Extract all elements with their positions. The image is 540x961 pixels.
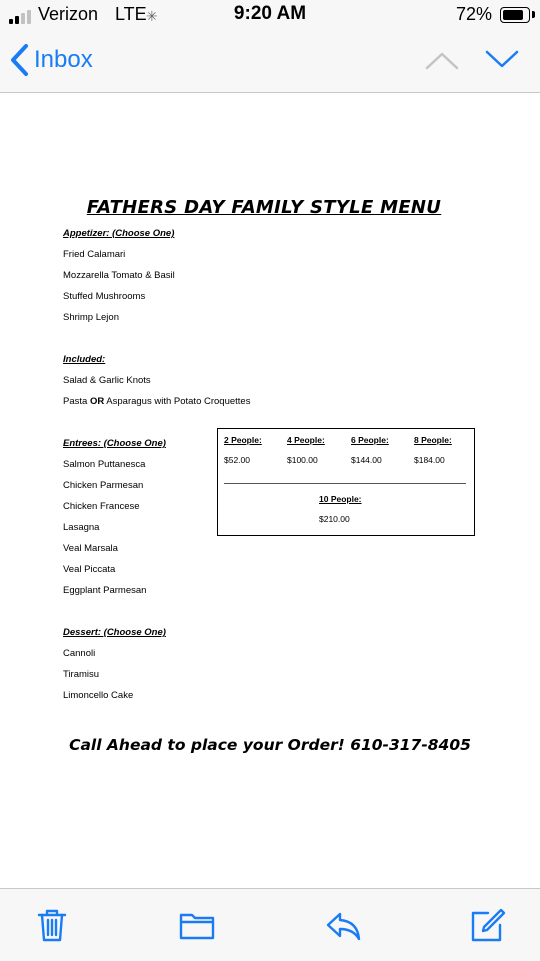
pricing-divider [224,483,466,484]
price-value: $52.00 [224,455,250,465]
entree-item: Veal Marsala [63,543,118,554]
appetizer-item: Fried Calamari [63,249,126,260]
price-label: 2 People: [224,435,262,445]
status-time: 9:20 AM [233,3,307,24]
price-value: $144.00 [351,455,382,465]
battery-percent: 72% [455,4,492,24]
price-label: 8 People: [414,435,452,445]
menu-title: FATHERS DAY FAMILY STYLE MENU [86,197,442,218]
battery-nub [532,11,535,18]
entree-item: Veal Piccata [63,564,116,575]
dessert-item: Limoncello Cake [63,690,134,701]
price-label: 4 People: [287,435,325,445]
back-to-inbox-button[interactable] [8,40,93,80]
pricing-table [217,428,475,536]
chevron-left-icon [8,42,32,78]
entree-item: Chicken Parmesan [63,480,144,491]
price-label: 10 People: [319,494,362,504]
dessert-heading: Dessert: (Choose One) [63,627,166,638]
included-item [63,396,250,407]
chevron-up-icon[interactable] [424,46,460,74]
included-item: Salad & Garlic Knots [63,375,151,386]
activity-spinner-icon: ✳ [146,8,158,24]
battery-icon [500,7,530,23]
appetizer-item: Shrimp Lejon [63,312,119,323]
bottom-toolbar [0,888,540,961]
price-value: $100.00 [287,455,318,465]
entree-item: Lasagna [63,522,100,533]
included-item-or: OR [89,396,105,407]
appetizer-heading: Appetizer: (Choose One) [63,228,175,239]
entree-item: Salmon Puttanesca [63,459,146,470]
price-label: 6 People: [351,435,389,445]
included-item-text: Asparagus with Potato Croquettes [104,396,251,407]
included-item-text: Pasta [63,396,90,407]
appetizer-item: Mozzarella Tomato & Basil [63,270,175,281]
nav-bar [0,30,540,93]
price-value: $184.00 [414,455,445,465]
compose-icon[interactable] [470,907,506,943]
email-attachment-document[interactable] [0,93,540,888]
entrees-heading: Entrees: (Choose One) [63,438,166,449]
folder-icon[interactable] [179,907,215,943]
dessert-item: Cannoli [63,648,96,659]
included-heading: Included: [63,354,106,365]
chevron-down-icon[interactable] [484,46,520,74]
entree-item: Eggplant Parmesan [63,585,147,596]
trash-icon[interactable] [34,907,70,943]
network-type: LTE [115,4,147,24]
reply-icon[interactable] [325,907,361,943]
status-bar [0,0,540,30]
dessert-item: Tiramisu [63,669,100,680]
entree-item: Chicken Francese [63,501,140,512]
carrier-name: Verizon [38,4,99,24]
call-ahead-text: Call Ahead to place your Order! 610-317-8405 [69,736,471,754]
price-value: $210.00 [319,514,350,524]
appetizer-item: Stuffed Mushrooms [63,291,146,302]
back-label: Inbox [34,46,93,73]
